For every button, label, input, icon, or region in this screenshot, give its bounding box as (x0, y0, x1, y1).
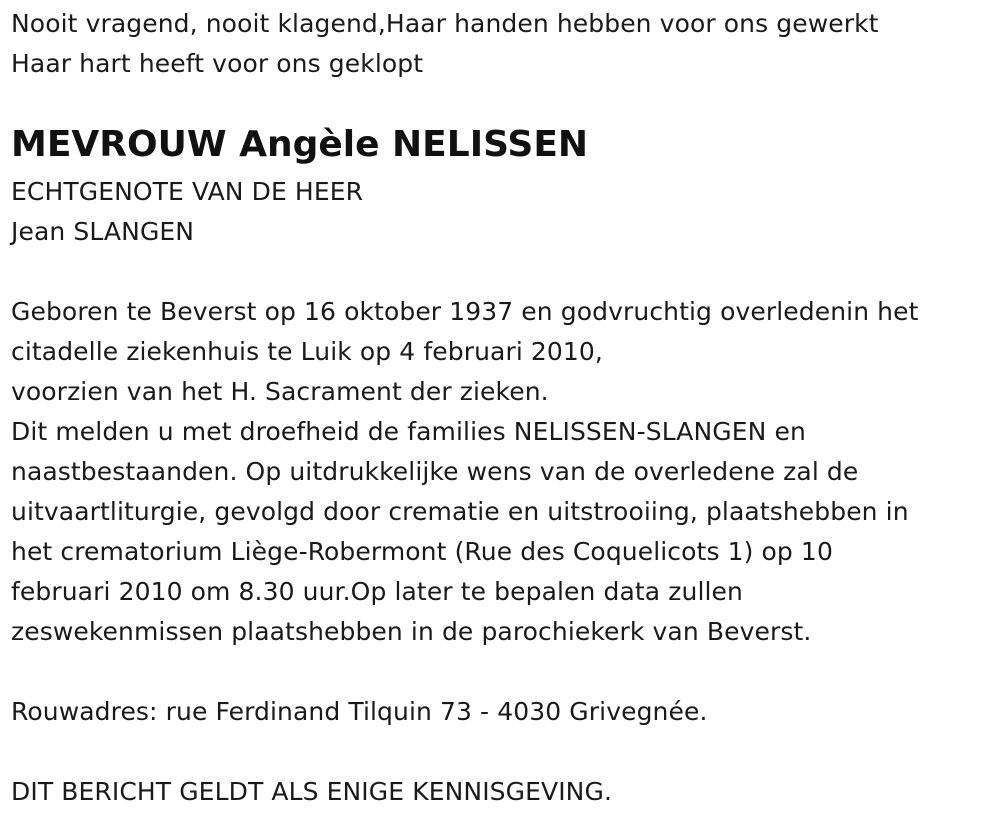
body-line: zeswekenmissen plaatshebben in de parochiekerk van Beverst. (11, 617, 812, 646)
body-line: naastbestaanden. Op uitdrukkelijke wens van de overledene zal de (11, 457, 859, 486)
official-notice: DIT BERICHT GELDT ALS ENIGE KENNISGEVING. (11, 777, 612, 806)
intro-line: Haar hart heeft voor ons geklopt (11, 49, 424, 78)
intro-line: Nooit vragend, nooit klagend,Haar handen hebben voor ons gewerkt (11, 9, 879, 38)
body-line: februari 2010 om 8.30 uur.Op later te bepalen data zullen (11, 577, 743, 606)
spouse-label: ECHTGENOTE VAN DE HEER (11, 177, 364, 206)
body-line: citadelle ziekenhuis te Luik op 4 februari 2010, (11, 337, 603, 366)
body-line: voorzien van het H. Sacrament der zieken. (11, 377, 549, 406)
mourning-address: Rouwadres: rue Ferdinand Tilquin 73 - 4030 Grivegnée. (11, 697, 708, 726)
deceased-name: MEVROUW Angèle NELISSEN (11, 124, 589, 165)
body-line: uitvaartliturgie, gevolgd door crematie en uitstrooiing, plaatshebben in (11, 497, 909, 526)
body-line: Dit melden u met droefheid de families NELISSEN-SLANGEN en (11, 417, 806, 446)
body-line: het crematorium Liège-Robermont (Rue des Coquelicots 1) op 10 (11, 537, 833, 566)
spouse-name: Jean SLANGEN (11, 217, 195, 246)
body-line: Geboren te Beverst op 16 oktober 1937 en godvruchtig overledenin het (11, 297, 919, 326)
